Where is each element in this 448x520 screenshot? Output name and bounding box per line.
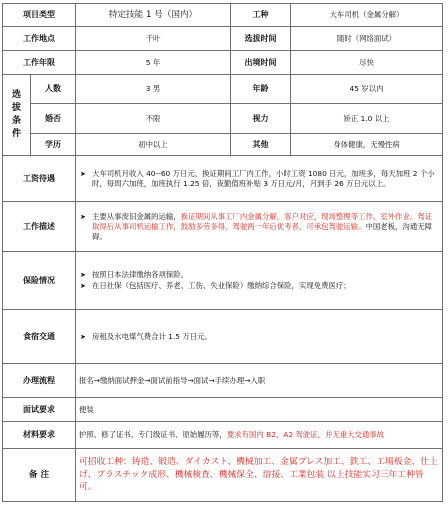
process-label: 办理流程: [3, 364, 76, 398]
job-type-label: 工种: [231, 4, 291, 27]
insurance-item-1: ➤ 按照日本法律缴纳各项保险。: [79, 270, 439, 280]
insurance-label: 保险情况: [3, 252, 76, 310]
selection-conditions-label: [3, 75, 31, 156]
row-remarks: [3, 449, 443, 502]
job-desc-content: [76, 202, 443, 252]
job-desc-part-2: 换证期间从事工厂内金属分解，客户对应，现场整理等工作，室外作业。: [180, 211, 418, 221]
education-label: 学历: [31, 134, 76, 156]
selection-char-4: 件: [11, 129, 21, 139]
row-headcount: [3, 75, 443, 104]
materials-license-note: 要求有国内 B2、A2 驾驶证，并无重大交通事故: [226, 430, 385, 439]
job-type-value: 大车司机（金属分解）: [291, 4, 443, 27]
row-education: [3, 134, 443, 156]
selection-time-label: 选拔时间: [231, 27, 291, 51]
other-label: 其他: [231, 134, 291, 156]
departure-time-value: 尽快: [291, 51, 443, 75]
row-interview: [3, 398, 443, 422]
work-location-value: 千叶: [76, 27, 231, 51]
headcount-value: 3 男: [76, 75, 231, 104]
food-transport-label: 食宿交通: [3, 310, 76, 364]
insurance-item-2: ➤ 在日社保（包括医疗、养老、工伤、失业保险）缴纳综合保险，实现免费医疗；: [79, 281, 439, 291]
selection-time-value: 随时（网络面试）: [291, 27, 443, 51]
row-food-transport: [3, 310, 443, 364]
job-desc-part-1: 主要从事废旧金属的运输，: [92, 211, 181, 221]
project-type-value: 特定技能 1 号（国内）: [76, 4, 231, 27]
other-value: 身体健康，无慢性病: [291, 134, 443, 156]
row-wage: [3, 156, 443, 202]
row-work-years: [3, 51, 443, 75]
work-location-label: 工作地点: [3, 27, 76, 51]
project-type-label: 项目类型: [3, 4, 76, 27]
married-value: 不限: [76, 104, 231, 134]
wage-label: 工资待遇: [3, 156, 76, 202]
wage-item: ➤ 大车司机月收入 40--60 万日元，换证期间工厂内工作，小时工资 1080 日元，加班多，每天加班 2 个小时，每周六加班，加班执行 1.25 倍，夜勤值班补贴 3 万日元/月，月到手 26 万日元以上。: [79, 169, 439, 189]
food-transport-item: ➤ 房租及水电煤气费合计 1.5 万日元。: [79, 332, 439, 342]
job-desc-item: [79, 212, 439, 242]
vision-label: 视力: [231, 104, 291, 134]
row-process: [3, 364, 443, 398]
work-years-label: 工作年限: [3, 51, 76, 75]
married-label: 婚否: [31, 104, 76, 134]
departure-time-label: 出境时间: [231, 51, 291, 75]
insurance-content: [76, 252, 443, 310]
row-work-location: [3, 27, 443, 51]
selection-char-2: 拔: [11, 103, 21, 113]
education-value: 初中以上: [76, 134, 231, 156]
row-insurance: [3, 252, 443, 310]
row-project-type: [3, 4, 443, 27]
process-value: 报名→缴纳面试押金→面试前指导→面试→手续办理→入职: [76, 364, 443, 398]
materials-value: [76, 422, 443, 449]
interview-value: 便装: [76, 398, 443, 422]
materials-text: 护照、修了证书、专门级证书、原始履历等，: [79, 430, 227, 439]
age-label: 年龄: [231, 75, 291, 104]
headcount-label: 人数: [31, 75, 76, 104]
job-desc-part-3: 驾证取得后从事司机运输工作，鼓励多劳多得，驾驶两一年后优考者，可承包驾驶运输。: [92, 211, 433, 231]
selection-char-3: 条: [11, 116, 21, 126]
job-info-sheet: [2, 3, 442, 515]
interview-label: 面试要求: [3, 398, 76, 422]
row-job-desc: [3, 202, 443, 252]
work-years-value: 5 年: [76, 51, 231, 75]
row-married: [3, 104, 443, 134]
remarks-label: 备 注: [3, 449, 76, 502]
materials-label: 材料要求: [3, 422, 76, 449]
wage-content: [76, 156, 443, 202]
age-value: 45 岁以内: [291, 75, 443, 104]
vision-value: 矫正 1.0 以上: [291, 104, 443, 134]
food-transport-content: [76, 310, 443, 364]
remarks-value: 可招收工种：铸造、锻造、ダイカスト、機械加工、金属プレス加工、鉄工、工場板金、仕上げ、プラスチック成形、機械検査、機械保全、溶接、工業包装 以上技能实习三年工种皆可。: [76, 449, 443, 502]
job-info-table: [2, 3, 443, 502]
job-desc-part-4: 中国老板，沟通无障碍。: [92, 221, 432, 241]
row-materials: [3, 422, 443, 449]
job-desc-label: 工作描述: [3, 202, 76, 252]
selection-char-1: 选: [11, 90, 21, 100]
